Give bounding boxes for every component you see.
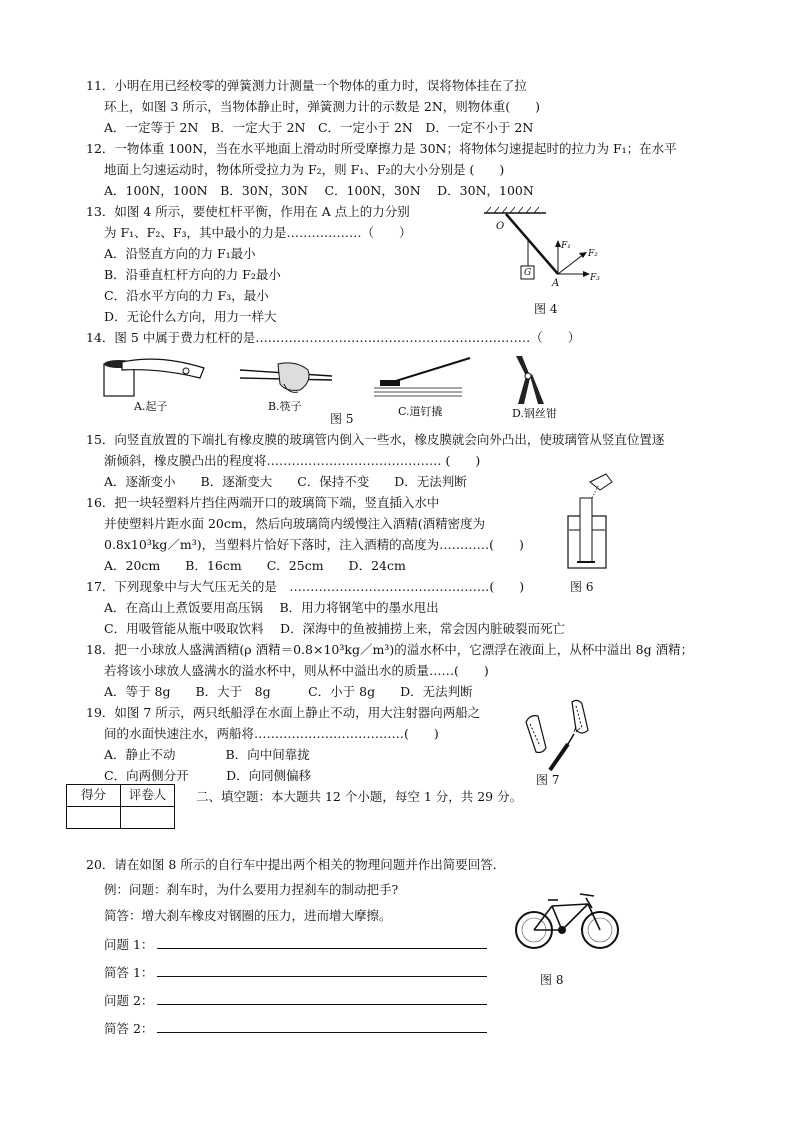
fig5-label-b: B.筷子 bbox=[268, 400, 302, 413]
q19-options-cd: C．向两侧分开 D．向同侧偏移 bbox=[104, 768, 312, 783]
answer1-blank[interactable] bbox=[157, 962, 487, 977]
q16-line3: 0.8x10³kg／m³)，当塑料片恰好下落时，注入酒精的高度为…………( ) bbox=[104, 537, 524, 552]
answer2-label: 简答 2： bbox=[104, 1021, 154, 1036]
q13-line2: 为 F₁、F₂、F₃，其中最小的力是………………（ ） bbox=[104, 225, 412, 240]
fig5-label-c: C.道钉撬 bbox=[398, 405, 443, 418]
question1-label: 问题 1： bbox=[104, 937, 154, 952]
figure-6-caption: 图 6 bbox=[570, 580, 594, 594]
q16-line2: 并使塑料片距水面 20cm，然后向玻璃筒内缓慢注入酒精(酒精密度为 bbox=[104, 516, 486, 531]
score-table bbox=[66, 784, 175, 829]
q11-line1: 11．小明在用已经校零的弹簧测力计测量一个物体的重力时，误将物体挂在了拉 bbox=[86, 78, 527, 93]
q20-example-question: 例：问题：刹车时，为什么要用力捏刹车的制动把手? bbox=[104, 882, 399, 897]
figure-5-nail-puller bbox=[372, 354, 472, 400]
q16-options: A．20cm B．16cm C．25cm D．24cm bbox=[104, 558, 406, 573]
figure-4-lever bbox=[476, 204, 606, 304]
fig4-label-f3: F₃ bbox=[590, 273, 600, 283]
figure-8-caption: 图 8 bbox=[540, 973, 564, 987]
q16-line1: 16．把一块轻塑料片挡住两端开口的玻璃筒下端，竖直插入水中 bbox=[86, 495, 440, 510]
figure-5-caption: 图 5 bbox=[330, 412, 354, 426]
q12-line2: 地面上匀速运动时，物体所受拉力为 F₂，则 F₁、F₂的大小分别是 ( ) bbox=[104, 162, 505, 177]
fig4-label-g: G bbox=[524, 268, 532, 278]
q11-options: A．一定等于 2N B．一定大于 2N C．一定小于 2N D．一定不小于 2N bbox=[104, 120, 534, 135]
q13-line1: 13．如图 4 所示，要使杠杆平衡，作用在 A 点上的力分别 bbox=[86, 204, 410, 219]
q17-line1: 17．下列现象中与大气压无关的是 …………………………………………( ) bbox=[86, 579, 525, 594]
q19-line2: 间的水面快速注水，两船将………………………………( ) bbox=[104, 726, 439, 741]
score-cell[interactable] bbox=[67, 807, 121, 829]
figure-5-chopsticks bbox=[238, 358, 334, 398]
q12-line1: 12．一物体重 100N，当在水平地面上滑动时所受摩擦力是 30N；将物体匀速提起时的拉力为 F₁；在水平 bbox=[86, 141, 677, 156]
question2-label: 问题 2： bbox=[104, 993, 154, 1008]
q13-option-c: C．沿水平方向的力 F₃，最小 bbox=[104, 288, 269, 303]
q15-options: A．逐渐变小 B．逐渐变大 C．保持不变 D．无法判断 bbox=[104, 474, 467, 489]
q19-options-ab: A．静止不动 B．向中间靠拢 bbox=[104, 747, 310, 762]
figure-7-boats-syringe bbox=[516, 696, 600, 772]
question2-blank[interactable] bbox=[157, 990, 487, 1005]
q13-option-a: A．沿竖直方向的力 F₁最小 bbox=[104, 246, 256, 261]
figure-5-pliers bbox=[504, 354, 554, 406]
fig4-label-a: A bbox=[552, 278, 560, 289]
fig4-label-f1: F₁ bbox=[561, 241, 571, 251]
q18-options: A．等于 8g B．大于 8g C．小于 8g D．无法判断 bbox=[104, 684, 473, 699]
figure-8-bicycle bbox=[512, 880, 622, 960]
q15-line2: 渐倾斜，橡皮膜凸出的程度将…………………………………… ( ) bbox=[104, 453, 481, 468]
question1-blank[interactable] bbox=[157, 934, 487, 949]
figure-6-glass-tube bbox=[560, 472, 616, 572]
section2-heading: 二、填空题：本大题共 12 个小题，每空 1 分，共 29 分。 bbox=[196, 789, 523, 804]
figure-7-caption: 图 7 bbox=[536, 773, 560, 787]
q12-options: A．100N，100N B．30N，30N C．100N，30N D．30N，100N bbox=[104, 183, 534, 198]
fig4-label-o: O bbox=[496, 221, 505, 232]
q18-line2: 若将该小球放人盛满水的溢水杯中，则从杯中溢出水的质量……( ) bbox=[104, 663, 489, 678]
q20-example-answer: 简答：增大刹车橡皮对钢圈的压力，进而增大摩擦。 bbox=[104, 908, 392, 923]
fig5-label-a: A.起子 bbox=[134, 400, 168, 413]
q18-line1: 18．把一小球放人盛满酒精(ρ 酒精＝0.8×10³kg／m³)的溢水杯中，它漂浮在液面上，从杯中溢出 8g 酒精； bbox=[86, 642, 694, 657]
score-label: 得分 bbox=[67, 785, 121, 807]
q19-line1: 19．如图 7 所示，两只纸船浮在水面上静止不动，用大注射器向两船之 bbox=[86, 705, 481, 720]
q17-options-cd: C．用吸管能从瓶中吸取饮料 D．深海中的鱼被捕捞上来，常会因内脏破裂而死亡 bbox=[104, 621, 566, 636]
q20-answer2 bbox=[104, 1018, 487, 1040]
q20-question1 bbox=[104, 934, 487, 956]
q14-line1: 14．图 5 中属于费力杠杆的是…………………………………………………………（ ） bbox=[86, 330, 581, 345]
fig4-label-f2: F₂ bbox=[588, 249, 598, 259]
q17-options-ab: A．在高山上煮饭要用高压锅 B．用力将钢笔中的墨水甩出 bbox=[104, 600, 439, 615]
q15-line1: 15．向竖直放置的下端扎有橡皮膜的玻璃管内倒入一些水，橡皮膜就会向外凸出，使玻璃管从竖直位置逐 bbox=[86, 432, 665, 447]
q20-question2 bbox=[104, 990, 487, 1012]
q20-answer1 bbox=[104, 962, 487, 984]
q13-option-d: D．无论什么方向，用力一样大 bbox=[104, 309, 277, 324]
q20-line1: 20．请在如图 8 所示的自行车中提出两个相关的物理问题并作出简要回答． bbox=[86, 857, 506, 872]
grader-cell[interactable] bbox=[121, 807, 175, 829]
q13-option-b: B．沿垂直杠杆方向的力 F₂最小 bbox=[104, 267, 281, 282]
figure-4-caption: 图 4 bbox=[534, 302, 558, 316]
answer1-label: 简答 1： bbox=[104, 965, 154, 980]
answer2-blank[interactable] bbox=[157, 1018, 487, 1033]
grader-label: 评卷人 bbox=[121, 785, 175, 807]
fig5-label-d: D.钢丝钳 bbox=[512, 407, 557, 420]
figure-5-bottle-opener bbox=[100, 356, 210, 400]
q11-line2: 环上，如图 3 所示，当物体静止时，弹簧测力计的示数是 2N，则物体重( ) bbox=[104, 99, 541, 114]
